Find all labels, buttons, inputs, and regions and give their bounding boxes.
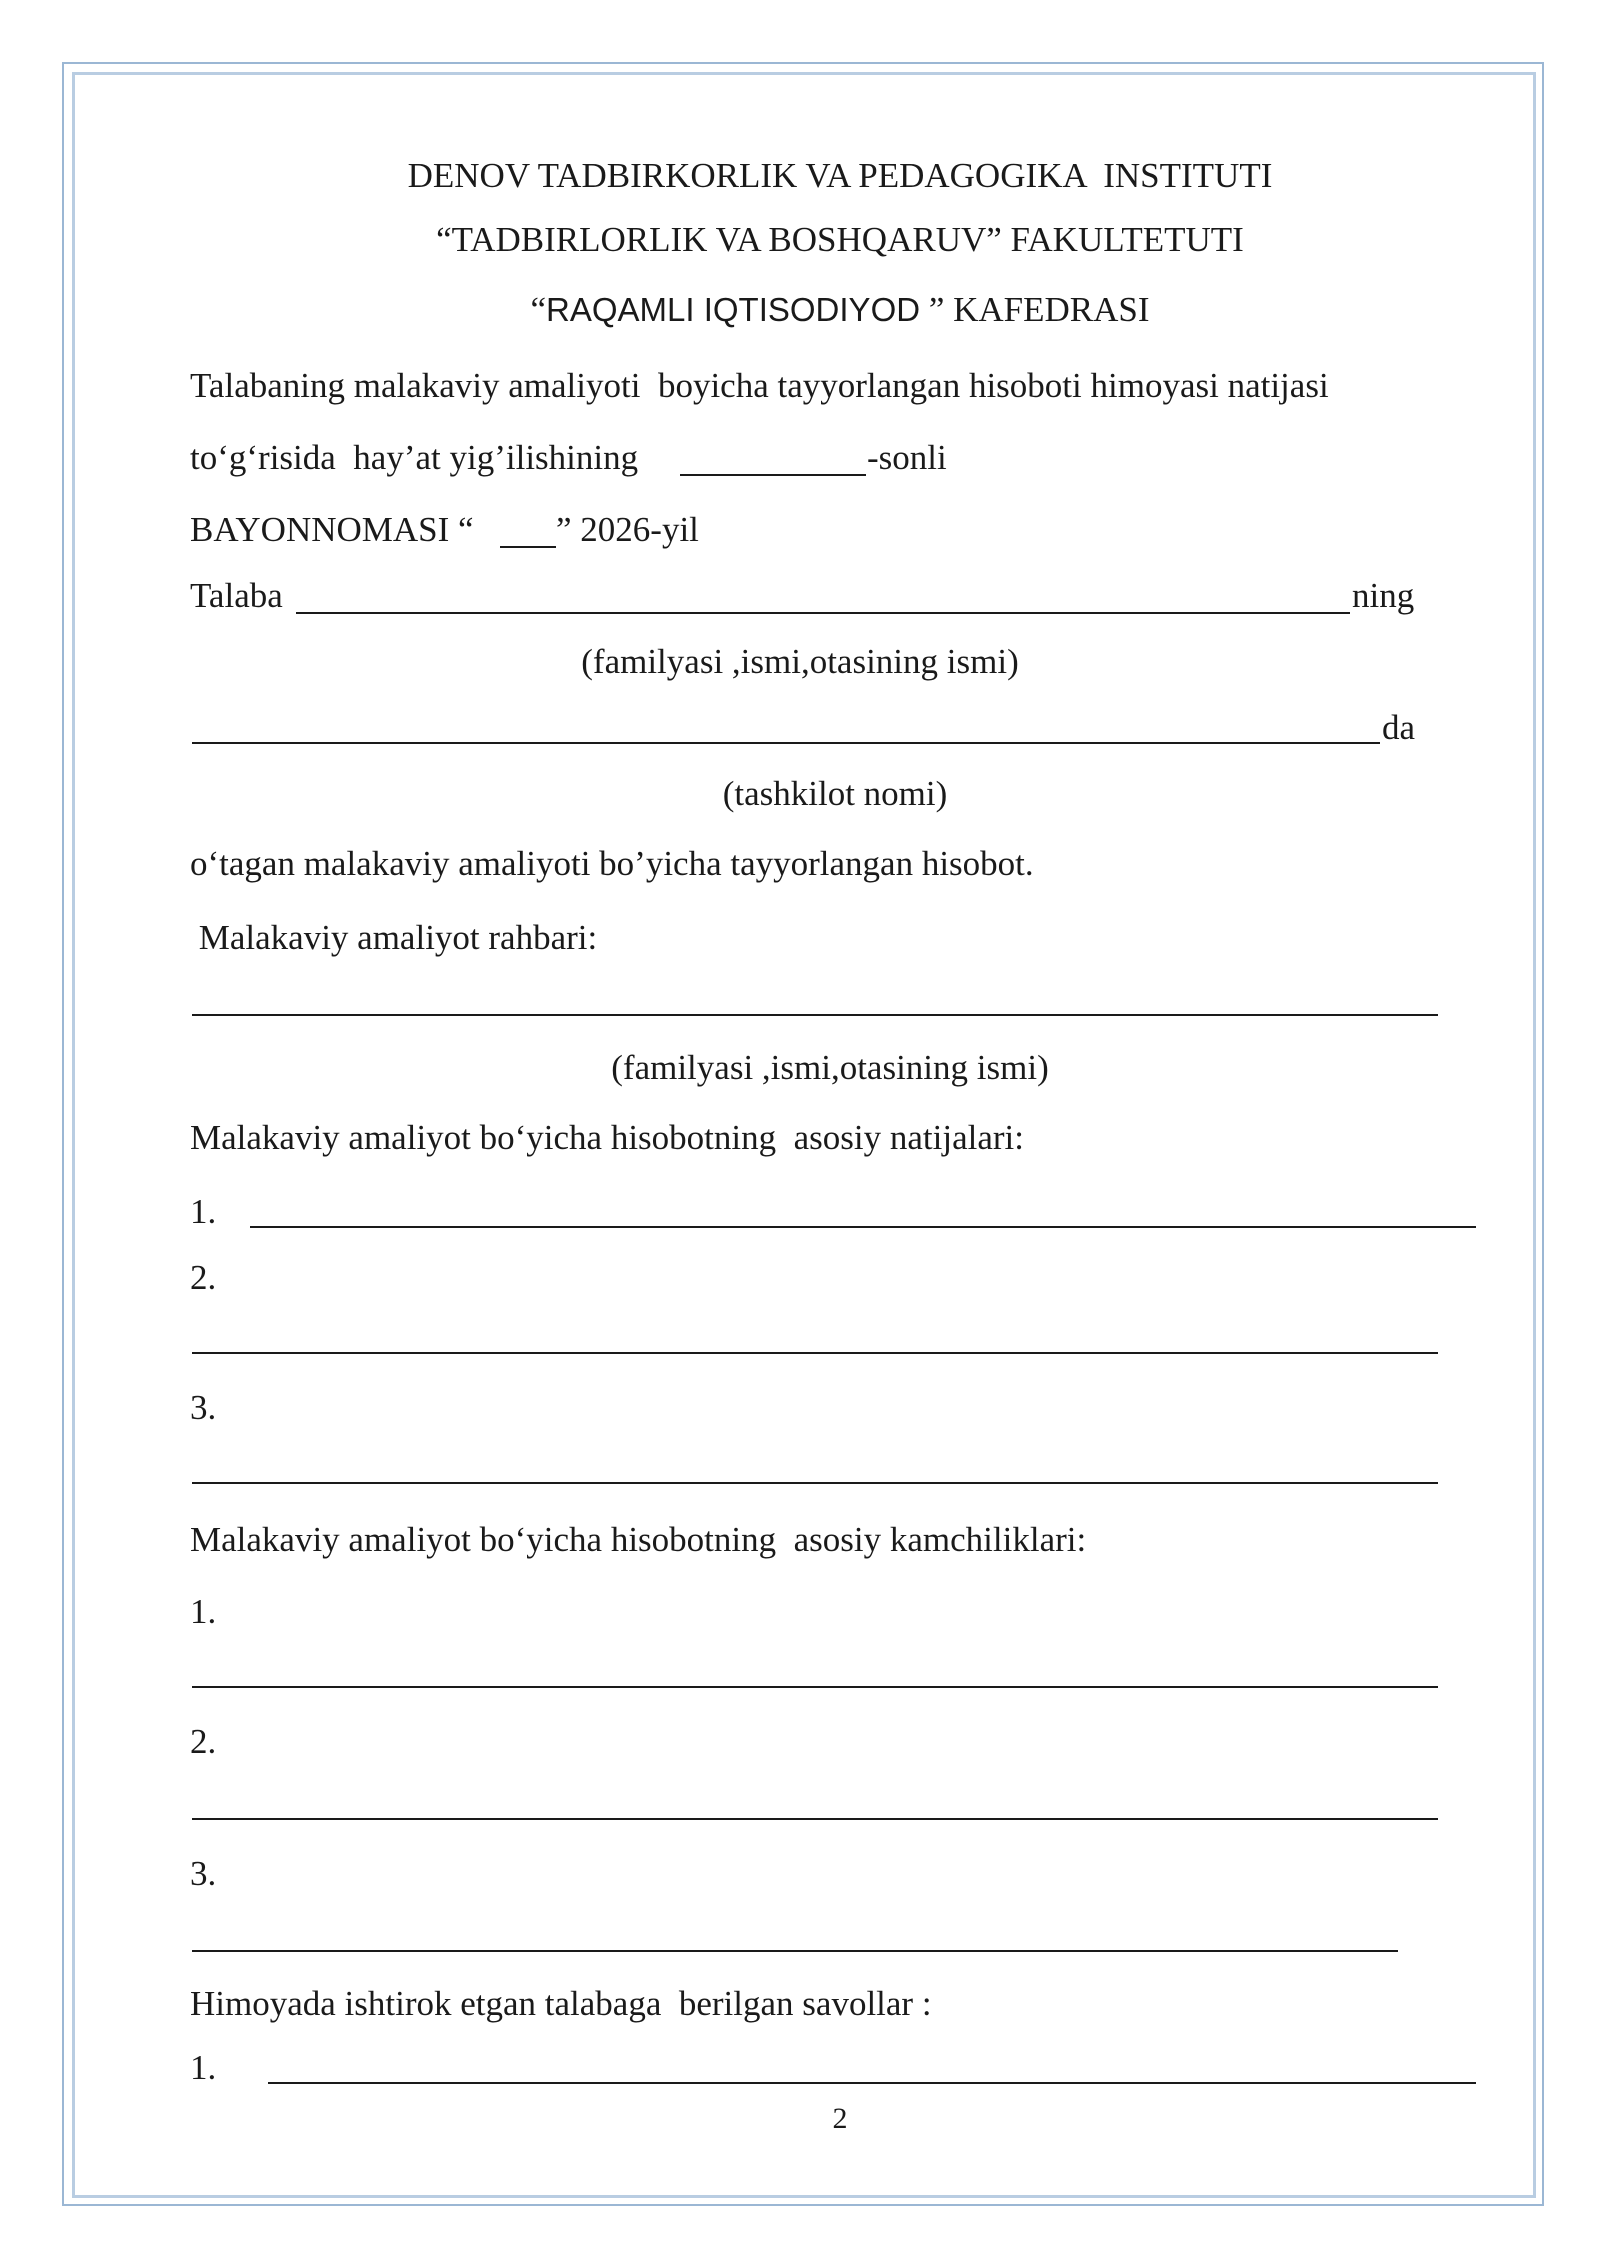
protocol-number-blank[interactable] [680,474,866,476]
results-item-number: 2. [190,1258,217,1297]
questions-item-number: 1. [190,2048,217,2087]
report-line: oʻtagan malakaviy amaliyoti bo’yicha tayyorlangan hisobot. [190,844,1034,883]
organization-suffix: da [1382,708,1416,747]
organization-blank[interactable] [192,742,1380,744]
student-caption: (familyasi ,ismi,otasining ismi) [581,642,1019,681]
department-suffix: ” KAFEDRASI [920,290,1150,329]
results-item-number: 3. [190,1388,217,1427]
faculty-title: “TADBIRLORLIK VA BOSHQARUV” FAKULTETUTI [436,220,1244,259]
intro-line-1: Talabaning malakaviy amaliyoti boyicha tayyorlangan hisoboti himoyasi natijasi [190,366,1329,405]
bayonnoma-suffix: ” 2026-yil [556,510,699,549]
student-name-blank[interactable] [296,612,1350,614]
supervisor-label: Malakaviy amaliyot rahbari: [190,918,598,957]
department-quote-open: “ [530,290,547,329]
shortcomings-heading: Malakaviy amaliyot boʻyicha hisobotning asosiy kamchiliklari: [190,1520,1087,1559]
results-item-blank[interactable] [192,1352,1438,1354]
shortcomings-item-blank[interactable] [192,1818,1438,1820]
shortcomings-item-blank[interactable] [192,1950,1398,1952]
shortcomings-item-number: 3. [190,1854,217,1893]
supervisor-caption: (familyasi ,ismi,otasining ismi) [611,1048,1049,1087]
department-name: RAQAMLI IQTISODIYOD [546,291,921,328]
organization-caption: (tashkilot nomi) [722,774,948,813]
shortcomings-item-blank[interactable] [192,1686,1438,1688]
results-item-blank[interactable] [192,1482,1438,1484]
department-title [0,292,1600,327]
questions-item-blank[interactable] [268,2082,1476,2084]
results-heading: Malakaviy amaliyot boʻyicha hisobotning asosiy natijalari: [190,1118,1024,1157]
page-number: 2 [832,2102,848,2135]
intro-line-2-prefix: toʻgʻrisida hay’at yig’ilishining [190,438,647,477]
shortcomings-item-number: 1. [190,1592,217,1631]
results-item-blank[interactable] [250,1226,1476,1228]
bayonnoma-prefix: BAYONNOMASI “ [190,510,474,549]
intro-line-2-suffix: -sonli [867,438,947,477]
student-suffix: ning [1352,576,1415,615]
questions-heading: Himoyada ishtirok etgan talabaga berilgan savollar : [190,1984,932,2023]
results-item-number: 1. [190,1192,217,1231]
student-label: Talaba [190,576,283,615]
supervisor-name-blank[interactable] [192,1014,1438,1016]
date-day-blank[interactable] [500,546,556,548]
shortcomings-item-number: 2. [190,1722,217,1761]
institute-title: DENOV TADBIRKORLIK VA PEDAGOGIKA INSTITUTI [407,156,1273,195]
